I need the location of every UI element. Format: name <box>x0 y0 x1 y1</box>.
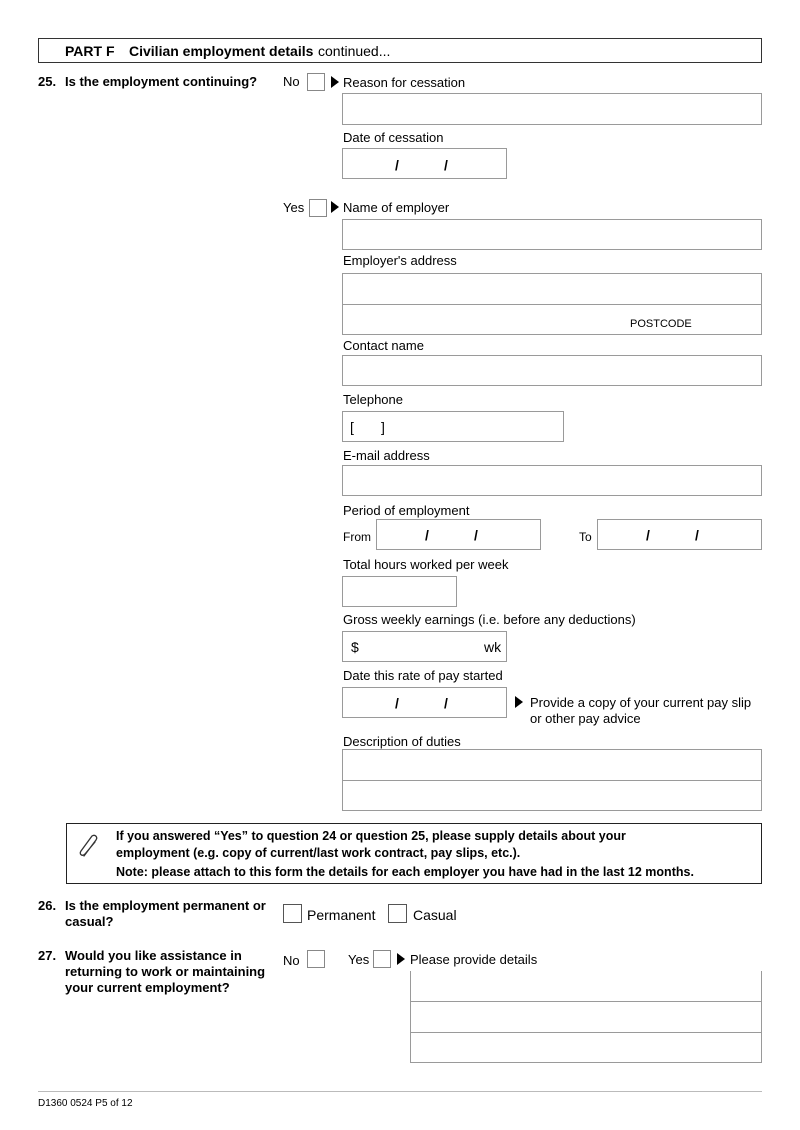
footer-rule <box>38 1091 762 1092</box>
q27-question-line1: Would you like assistance in <box>65 948 242 963</box>
date-separator: / <box>395 157 399 173</box>
address-divider <box>343 304 761 305</box>
per-week-label: wk <box>484 639 502 655</box>
telephone-bracket-open: [ <box>350 419 354 435</box>
period-label: Period of employment <box>343 503 470 518</box>
q25-number: 25. <box>38 74 57 89</box>
q27-no-label: No <box>283 953 300 968</box>
employer-address-input[interactable] <box>342 273 762 335</box>
q27-question-line2: returning to work or maintaining <box>65 964 266 979</box>
q25-no-label: No <box>283 74 300 89</box>
duties-label: Description of duties <box>343 734 461 749</box>
part-header <box>38 38 762 63</box>
q26-question-line2: casual? <box>65 914 114 929</box>
footer-code: D1360 0524 P5 of 12 <box>38 1098 133 1109</box>
date-separator: / <box>425 527 429 543</box>
details-divider <box>411 1001 761 1002</box>
note-box <box>66 823 762 884</box>
contact-name-input[interactable] <box>342 355 762 386</box>
telephone-label: Telephone <box>343 392 403 407</box>
dollar-sign: $ <box>351 639 359 655</box>
cessation-date-input[interactable] <box>342 148 507 179</box>
date-separator: / <box>444 157 448 173</box>
details-label: Please provide details <box>410 952 538 967</box>
arrow-right-icon <box>397 953 405 965</box>
q27-no-checkbox[interactable] <box>307 950 325 968</box>
earnings-input[interactable] <box>342 631 507 662</box>
part-title: Civilian employment details <box>129 43 314 59</box>
q26-number: 26. <box>38 898 57 913</box>
part-label: PART F <box>65 43 115 59</box>
payslip-note-line2: or other pay advice <box>530 711 641 726</box>
note-line2: employment (e.g. copy of current/last work contract, pay slips, etc.). <box>116 846 521 860</box>
date-separator: / <box>474 527 478 543</box>
email-label: E-mail address <box>343 448 430 463</box>
email-input[interactable] <box>342 465 762 496</box>
date-separator: / <box>646 527 650 543</box>
employer-name-input[interactable] <box>342 219 762 250</box>
casual-label: Casual <box>413 907 457 923</box>
reason-label: Reason for cessation <box>343 75 466 90</box>
period-to-input[interactable] <box>597 519 762 550</box>
part-continued: continued... <box>318 43 391 59</box>
payslip-note-line1: Provide a copy of your current pay slip <box>530 695 752 710</box>
reason-input[interactable] <box>342 93 762 125</box>
duties-input[interactable] <box>342 749 762 811</box>
note-line3: Note: please attach to this form the details for each employer you have had in the last 12 months. <box>116 865 694 879</box>
postcode-label: POSTCODE <box>630 318 692 330</box>
q27-question-line3: your current employment? <box>65 980 230 995</box>
paperclip-icon <box>77 832 103 860</box>
telephone-bracket-close: ] <box>381 419 385 435</box>
note-line1: If you answered “Yes” to question 24 or question 25, please supply details about your <box>116 829 626 843</box>
earnings-label: Gross weekly earnings (i.e. before any deductions) <box>343 612 636 627</box>
employer-address-label: Employer's address <box>343 253 457 268</box>
date-separator: / <box>395 695 399 711</box>
q26-question-line1: Is the employment permanent or <box>65 898 266 913</box>
q25-question: Is the employment continuing? <box>65 74 258 89</box>
q27-yes-label: Yes <box>348 952 370 967</box>
to-label: To <box>579 530 592 544</box>
arrow-right-icon <box>515 696 523 708</box>
casual-checkbox[interactable] <box>388 904 407 923</box>
q27-number: 27. <box>38 948 57 963</box>
q25-no-checkbox[interactable] <box>307 73 325 91</box>
permanent-label: Permanent <box>307 907 376 923</box>
hours-input[interactable] <box>342 576 457 607</box>
from-label: From <box>343 530 371 544</box>
cessation-date-label: Date of cessation <box>343 130 444 145</box>
q25-yes-label: Yes <box>283 200 305 215</box>
duties-divider <box>343 780 761 781</box>
rate-date-label: Date this rate of pay started <box>343 668 503 683</box>
date-separator: / <box>444 695 448 711</box>
rate-date-input[interactable] <box>342 687 507 718</box>
permanent-checkbox[interactable] <box>283 904 302 923</box>
arrow-right-icon <box>331 201 339 213</box>
details-divider <box>411 1032 761 1033</box>
date-separator: / <box>695 527 699 543</box>
telephone-input[interactable] <box>342 411 564 442</box>
details-input[interactable] <box>410 971 762 1063</box>
contact-name-label: Contact name <box>343 338 424 353</box>
arrow-right-icon <box>331 76 339 88</box>
period-from-input[interactable] <box>376 519 541 550</box>
q25-yes-checkbox[interactable] <box>309 199 327 217</box>
q27-yes-checkbox[interactable] <box>373 950 391 968</box>
employer-name-label: Name of employer <box>343 200 450 215</box>
hours-label: Total hours worked per week <box>343 557 509 572</box>
